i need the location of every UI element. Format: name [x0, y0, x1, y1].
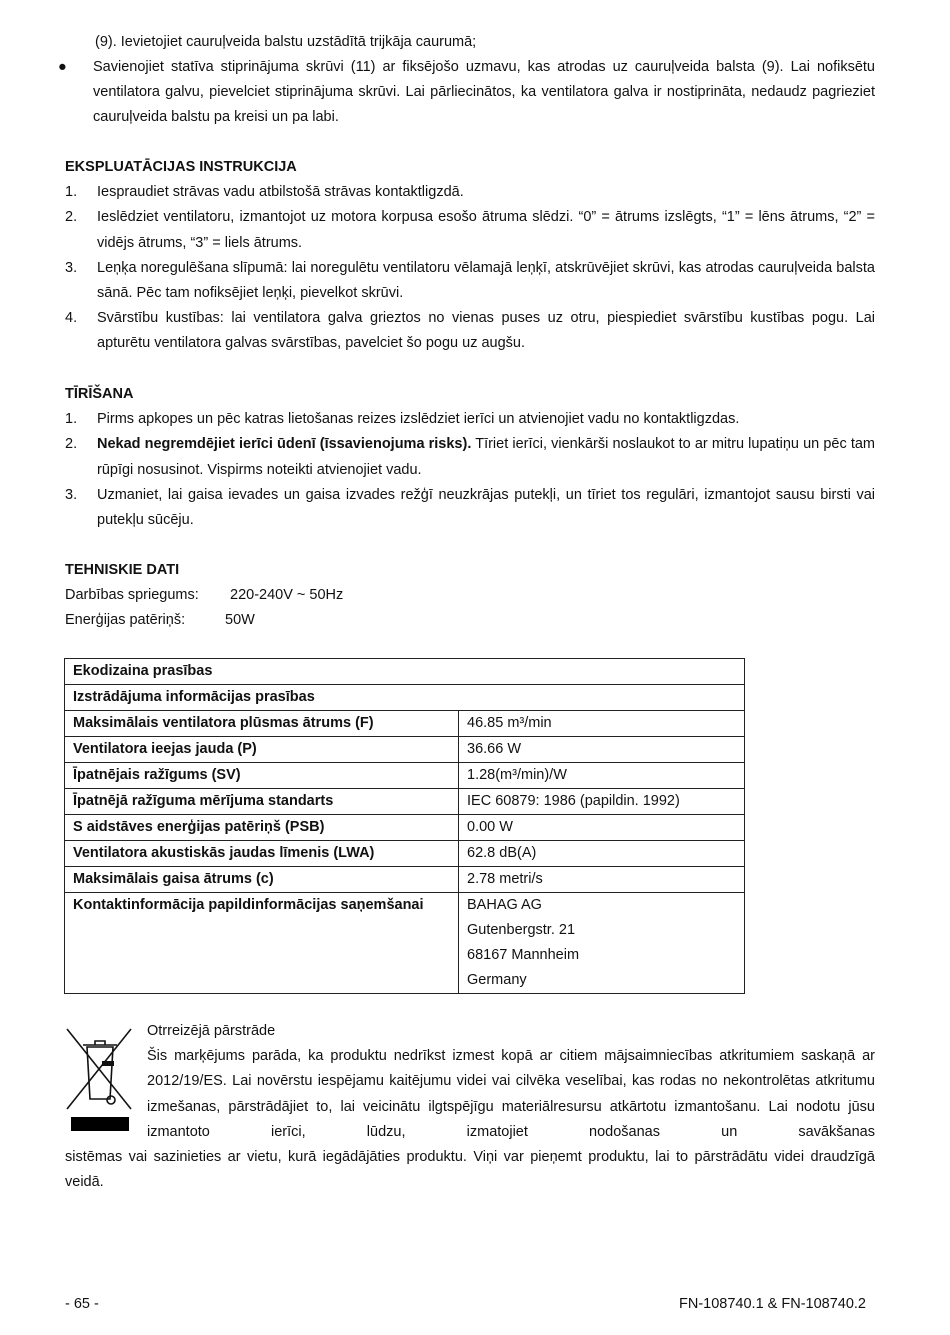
contact-value [459, 893, 745, 994]
row-value: 2.78 metri/s [459, 867, 745, 893]
row-label: Īpatnējais ražīgums (SV) [65, 763, 459, 789]
text: (9). Ievietojiet cauruļveida balstu uzstādītā trijkāja caurumā; [95, 34, 477, 50]
table-row [65, 763, 745, 789]
assembly-continuation [95, 30, 875, 55]
operation-heading: EKSPLUATĀCIJAS INSTRUKCIJA [65, 159, 297, 175]
table-title: Ekodizaina prasības [65, 659, 745, 685]
contact-label: Kontaktinformācija papildinformācijas saņemšanai [65, 893, 459, 994]
table-row [65, 659, 745, 685]
table-row [65, 893, 745, 994]
recycling-text-2: sistēmas vai sazinieties ar vietu, kurā iegādājāties produktu. Viņi var pieņemt produktu, lai to pārstrādātu videi draudzīgā veidā. [65, 1149, 875, 1191]
row-label: Maksimālais ventilatora plūsmas ātrums (F) [65, 711, 459, 737]
item-text: Leņķa noregulēšana slīpumā: lai noregulētu ventilatoru vēlamajā leņķī, atskrūvējiet skrūvi, kas atrodas cauruļveida balsta sānā. Pēc tam nofiksējiet leņķi, pievelkot skrūvi. [97, 259, 875, 302]
power-value: 50W [225, 612, 255, 629]
item-number: 1. [65, 184, 78, 201]
table-row [65, 737, 745, 763]
row-value: 62.8 dB(A) [459, 841, 745, 867]
item-number: 3. [65, 486, 78, 503]
item-text: Tīriet ierīci, vienkārši noslaukot to ar mitru lupatiņu un pēc tam rūpīgi nosusinot. Vispirms noteikti atvienojiet vadu. [97, 436, 876, 478]
list-item [65, 306, 875, 356]
table-row [65, 685, 745, 711]
list-item [65, 407, 875, 432]
list-item [65, 483, 875, 533]
item-number: 4. [65, 310, 78, 327]
recycling-text-continued [65, 1145, 875, 1195]
voltage-value: 220-240V ~ 50Hz [230, 587, 344, 604]
row-label: Īpatnējā ražīguma mērījuma standarts [65, 789, 459, 815]
recycling-heading: Otrreizējā pārstrāde [147, 1023, 276, 1039]
tech-section [65, 558, 875, 634]
item-text: Uzmaniet, lai gaisa ievades un gaisa izvades režģī neuzkrājas putekļi, un tīriet tos regulāri, izmantojot sausu birsti vai putekļu sūcēju. [97, 486, 875, 529]
row-label: Maksimālais gaisa ātrums (c) [65, 867, 459, 893]
ecodesign-table [64, 658, 745, 994]
item-number: 2. [65, 436, 78, 453]
item-number: 1. [65, 411, 78, 428]
table-row [65, 841, 745, 867]
table-row [65, 815, 745, 841]
contact-line: Germany [467, 972, 527, 988]
page-number: - 65 - [65, 1296, 99, 1312]
item-text: Ieslēdziet ventilatoru, izmantojot uz motora korpusa esošo ātruma slēdzi. “0” = ātrums izslēgts, “1” = lēns ātrums, “2” = vidējs ātrums, “3” = liels ātrums. [97, 209, 875, 251]
contact-line: 68167 Mannheim [467, 947, 580, 963]
bullet-icon: ● [58, 59, 67, 75]
recycling-text: Šis marķējums parāda, ka produktu nedrīkst izmest kopā ar citiem mājsaimniecības atkritumiem saskaņā ar 2012/19/ES. Lai novērstu iespējamu kaitējumu videi vai cilvēka veselībai, kas rodas no nekontrolētas atkritumu izmešanas, pārstrādājiet to, lai veicinātu ilgtspējīgu materiālresursu atkārtotu izmantošanu. Lai nodotu jūsu izmantoto ierīci, lūdzu, izmatojiet nodošanas un savākšanas [147, 1048, 875, 1140]
recycling-section [147, 1019, 875, 1145]
cleaning-section [65, 382, 875, 533]
list-item [65, 205, 875, 255]
tech-heading: TEHNISKIE DATI [65, 562, 180, 578]
row-value: 46.85 m³/min [459, 711, 745, 737]
row-value: 36.66 W [459, 737, 745, 763]
row-label: S aidstāves enerģijas patēriņš (PSB) [65, 815, 459, 841]
contact-line: BAHAG AG [467, 897, 542, 913]
list-item [65, 180, 875, 205]
assembly-bullet [58, 55, 875, 131]
item-number: 2. [65, 209, 78, 226]
contact-line: Gutenbergstr. 21 [467, 922, 576, 938]
bullet-text: Savienojiet statīva stiprinājuma skrūvi (11) ar fiksējošo uzmavu, kas atrodas uz cauruļveida balsta (9). Lai nofiksētu ventilatora galvu, pievelciet stiprinājuma skrūvi. Lai pārliecinātos, ka ventilatora galva ir nostiprināta, nedaudz pagrieziet cauruļveida balstu pa kreisi un pa labi. [93, 59, 875, 126]
crossed-out-bin-icon [65, 1027, 135, 1135]
list-item [65, 432, 875, 482]
list-item [65, 256, 875, 306]
model-number: FN-108740.1 & FN-108740.2 [679, 1296, 866, 1312]
row-value: 1.28(m³/min)/W [459, 763, 745, 789]
cleaning-heading: TĪRĪŠANA [65, 386, 134, 402]
item-bold-text: Nekad negremdējiet ierīci ūdenī (īssavienojuma risks). [97, 436, 472, 453]
operation-section [65, 155, 875, 357]
voltage-label: Darbības spriegums: [65, 587, 199, 604]
table-row [65, 867, 745, 893]
power-label: Enerģijas patēriņš: [65, 612, 186, 629]
table-subtitle: Izstrādājuma informācijas prasības [65, 685, 745, 711]
item-text: Iespraudiet strāvas vadu atbilstošā strāvas kontaktligzdā. [97, 184, 464, 201]
table-row [65, 711, 745, 737]
row-label: Ventilatora akustiskās jaudas līmenis (LWA) [65, 841, 459, 867]
row-value: IEC 60879: 1986 (papildin. 1992) [459, 789, 745, 815]
item-number: 3. [65, 259, 78, 276]
row-value: 0.00 W [459, 815, 745, 841]
item-text: Svārstību kustības: lai ventilatora galva grieztos no vienas puses uz otru, piespiediet svārstību kustības pogu. Lai apturētu ventilatora galvas svārstības, pavelciet šo pogu uz augšu. [97, 310, 875, 352]
row-label: Ventilatora ieejas jauda (P) [65, 737, 459, 763]
table-row [65, 789, 745, 815]
item-text: Pirms apkopes un pēc katras lietošanas reizes izslēdziet ierīci un atvienojiet vadu no kontaktligzdas. [97, 411, 740, 428]
